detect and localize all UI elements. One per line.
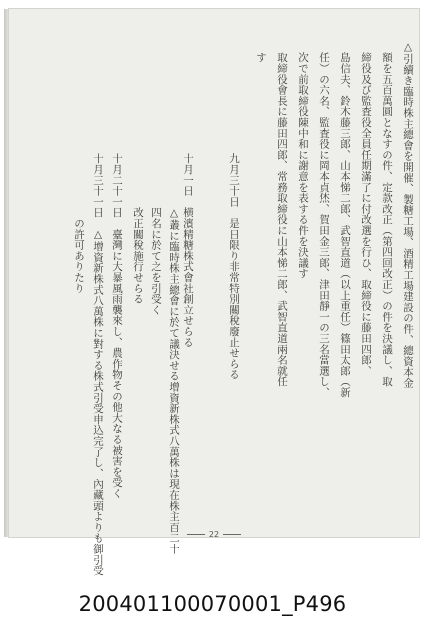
document-page bbox=[8, 8, 420, 576]
text-column-14: 十月二十一日 臺灣に大暴風雨襲來し、農作物その他大なる被害を受く bbox=[111, 153, 123, 499]
text-column-15: 十月三十一日 △增資新株式八萬株に對する株式引受申込完了し、內藏頭よりも御引受 bbox=[92, 153, 104, 576]
text-column-9: 九月三十日 是日限り非常特別關稅廢止せらる bbox=[228, 153, 240, 380]
text-column-5: 任）の六名、監査役に岡本貞烋、賀田金三郎、津田靜一の三名當選し、 bbox=[318, 52, 330, 398]
text-column-12: 四名に於て之を引受く bbox=[150, 153, 162, 315]
text-column-4: 島信夫、鈴木藤三郎、山本悌二郎、武智直道（以上重任）篠田太郎（新 bbox=[339, 52, 351, 398]
text-column-6: 次で前取締役陳中和に謝意を表する件を決議す bbox=[297, 52, 309, 279]
page-number: 22 bbox=[9, 530, 419, 539]
text-column-3: 締役及び監査役全員任期滿了に付改選を行ひ、取締役に藤田四郎、 bbox=[360, 52, 372, 376]
text-column-1: △引續き臨時株主總會を開催、製糖工場、酒精工場建設の件、總資本金 bbox=[402, 41, 414, 389]
text-column-10: 十月一日 横濱精糖株式會社創立せらる bbox=[182, 153, 194, 348]
text-column-11: △叢に臨時株主總會に於て議決せる增資新株式八萬株は現在株主百二十 bbox=[168, 153, 180, 555]
text-column-2: 額を五百萬圓となすの件、定款改正（第四回改正）の件を決議し、取 bbox=[381, 52, 393, 387]
image-id-caption: 200401100070001_P496 bbox=[78, 592, 347, 616]
text-column-13: 改正關稅施行せらる bbox=[132, 153, 144, 305]
text-column-16: の許可ありたり bbox=[73, 153, 85, 294]
text-column-8: す bbox=[255, 52, 267, 63]
text-column-7: 取締役會長に藤田四郎、常務取締役に山本悌二郎、武智直道兩名就任 bbox=[276, 52, 288, 387]
